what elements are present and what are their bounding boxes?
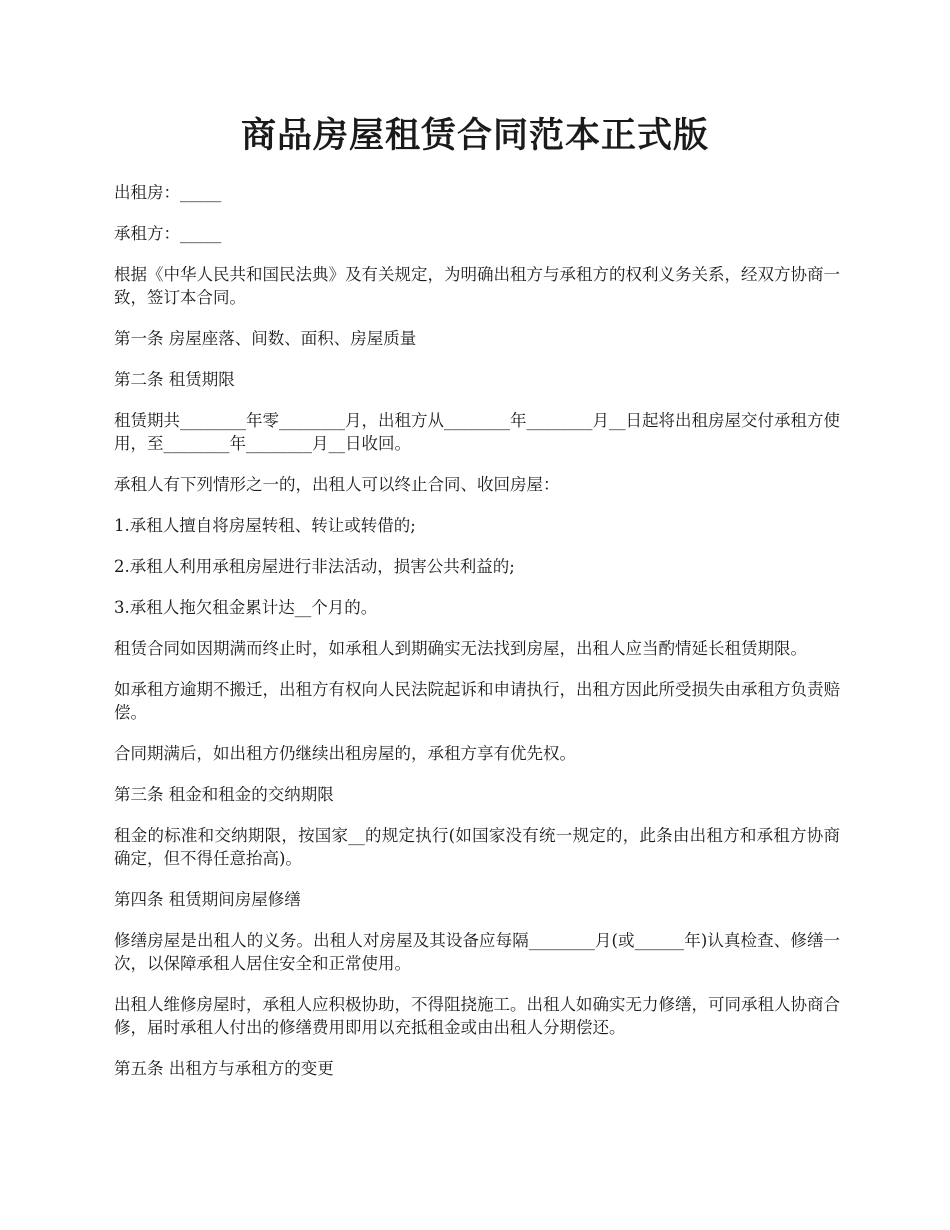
document-title: 商品房屋租赁合同范本正式版 <box>240 115 709 156</box>
rent-standard-paragraph: 租金的标准和交纳期限，按国家__的规定执行(如国家没有统一规定的，此条由出租方和承租方协商确定，但不得任意抬高)。 <box>114 826 840 868</box>
extension-paragraph: 租赁合同如因期满而终止时，如承租人到期确实无法找到房屋，出租人应当酌情延长租赁期限。 <box>114 639 807 658</box>
article-5-heading: 第五条 出租方与承租方的变更 <box>114 1059 334 1078</box>
termination-item-3: 3.承租人拖欠租金累计达__个月的。 <box>114 598 378 617</box>
priority-paragraph: 合同期满后，如出租方仍继续出租房屋的，承租方享有优先权。 <box>114 744 576 763</box>
repair-duty-paragraph: 修缮房屋是出租人的义务。出租人对房屋及其设备应每隔________月(或______年)认真检查、修缮一次，以保障承租人居住安全和正常使用。 <box>114 931 840 973</box>
termination-item-2: 2.承租人利用承租房屋进行非法活动，损害公共利益的; <box>114 557 515 576</box>
termination-item-1: 1.承租人擅自将房屋转租、转让或转借的; <box>114 516 416 535</box>
article-4-heading: 第四条 租赁期间房屋修缮 <box>114 890 301 909</box>
termination-intro: 承租人有下列情形之一的，出租人可以终止合同、收回房屋： <box>114 475 560 494</box>
article-3-heading: 第三条 租金和租金的交纳期限 <box>114 785 334 804</box>
document-body <box>114 181 840 1098</box>
lease-term-paragraph: 租赁期共________年零________月，出租方从________年________月__日起将出租房屋交付承租方使用，至________年________月__日收回。 <box>114 411 840 453</box>
lessor-line: 出租房：_____ <box>114 183 222 202</box>
repair-cooperation-paragraph: 出租人维修房屋时，承租人应积极协助，不得阻挠施工。出租人如确实无力修缮，可同承租人协商合修，届时承租人付出的修缮费用即用以充抵租金或由出租人分期偿还。 <box>114 995 840 1037</box>
lessee-line: 承租方：_____ <box>114 224 222 243</box>
article-1-heading: 第一条 房屋座落、间数、面积、房屋质量 <box>114 329 417 348</box>
overdue-paragraph: 如承租方逾期不搬迁，出租方有权向人民法院起诉和申请执行，出租方因此所受损失由承租方负责赔偿。 <box>114 680 840 722</box>
preamble-paragraph: 根据《中华人民共和国民法典》及有关规定，为明确出租方与承租方的权利义务关系，经双方协商一致，签订本合同。 <box>114 265 840 307</box>
article-2-heading: 第二条 租赁期限 <box>114 370 235 389</box>
